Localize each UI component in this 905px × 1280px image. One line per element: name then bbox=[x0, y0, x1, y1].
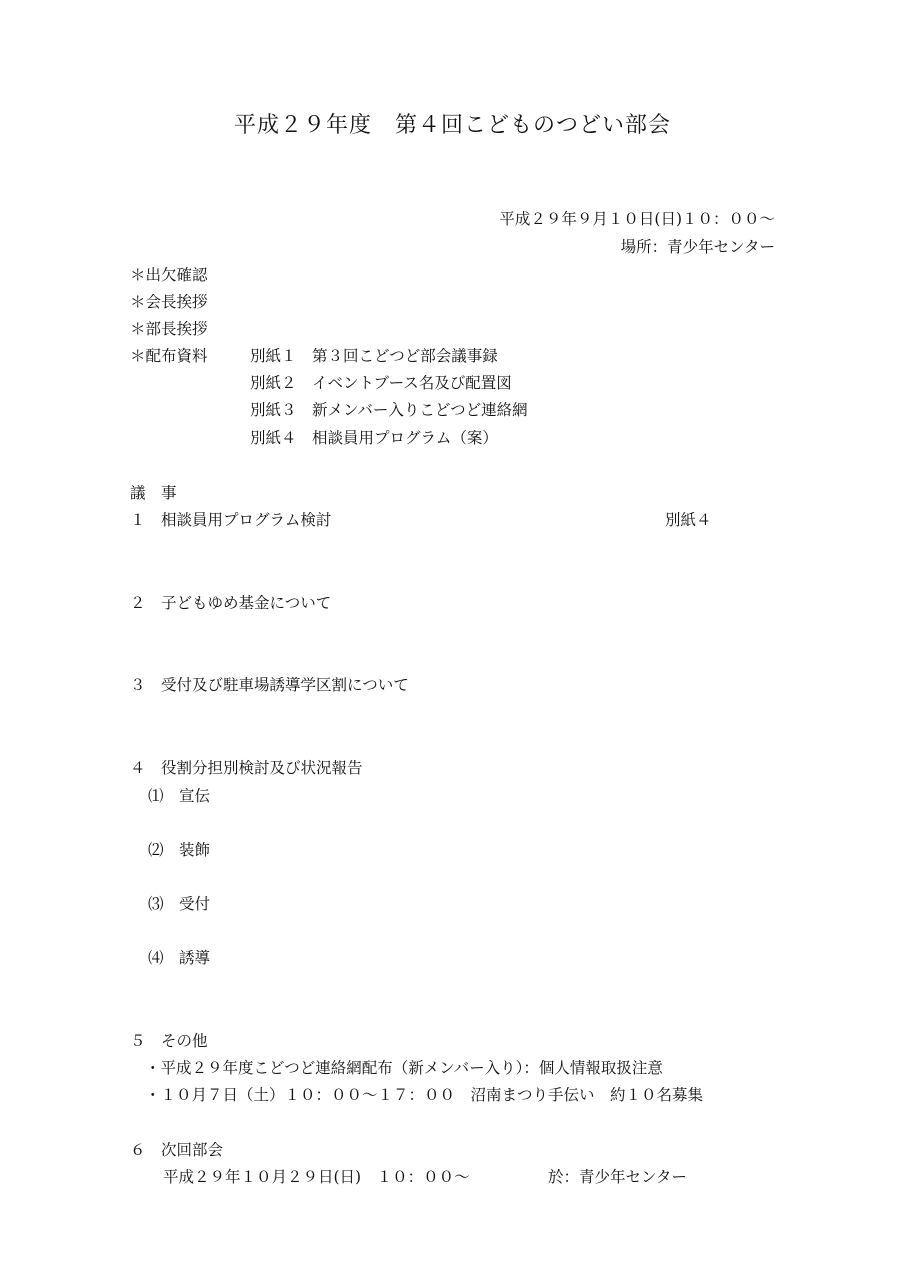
agenda-subitem: ⑴ 宣伝 bbox=[148, 787, 211, 805]
page-title: 平成２９年度 第４回こどものつどい部会 bbox=[233, 113, 671, 138]
agenda-item-1: １ 相談員用プログラム検討 bbox=[130, 511, 332, 529]
agenda-item-2: ２ 子どもゆめ基金について bbox=[130, 594, 332, 612]
agenda-bullet: ・１０月７日（土）１０：００～１７：００ 沼南まつり手伝い 約１０名募集 bbox=[145, 1086, 704, 1104]
opening-item: ＊部長挨拶 bbox=[130, 320, 208, 338]
meeting-datetime: 平成２９年９月１０日(日)１０：００～ bbox=[499, 210, 775, 228]
material-item: 別紙２ イベントブース名及び配置図 bbox=[250, 374, 512, 392]
next-meeting-place: 於：青少年センター bbox=[548, 1168, 687, 1186]
opening-item: ＊出欠確認 bbox=[130, 266, 208, 284]
agenda-item-6: ６ 次回部会 bbox=[130, 1141, 224, 1159]
opening-item: ＊会長挨拶 bbox=[130, 293, 208, 311]
agenda-heading: 議 事 bbox=[130, 484, 177, 502]
agenda-subitem: ⑷ 誘導 bbox=[148, 949, 211, 967]
agenda-subitem: ⑶ 受付 bbox=[148, 895, 211, 913]
next-meeting-datetime: 平成２９年１０月２９日(日) １０：００～ bbox=[163, 1168, 470, 1186]
agenda-item-1-ref: 別紙４ bbox=[665, 511, 712, 529]
agenda-item-5: ５ その他 bbox=[130, 1032, 208, 1050]
material-item: 別紙３ 新メンバー入りこどつど連絡網 bbox=[250, 401, 528, 419]
materials-label: ＊配布資料 bbox=[130, 347, 208, 365]
agenda-item-3: ３ 受付及び駐車場誘導学区割について bbox=[130, 676, 409, 694]
agenda-item-4: ４ 役割分担別検討及び状況報告 bbox=[130, 759, 363, 777]
material-item: 別紙４ 相談員用プログラム（案） bbox=[250, 429, 498, 447]
material-item: 別紙１ 第３回こどつど部会議事録 bbox=[250, 347, 498, 365]
meeting-place: 場所：青少年センター bbox=[620, 238, 775, 256]
agenda-bullet: ・平成２９年度こどつど連絡網配布（新メンバー入り）：個人情報取扱注意 bbox=[145, 1059, 663, 1077]
agenda-subitem: ⑵ 装飾 bbox=[148, 841, 211, 859]
